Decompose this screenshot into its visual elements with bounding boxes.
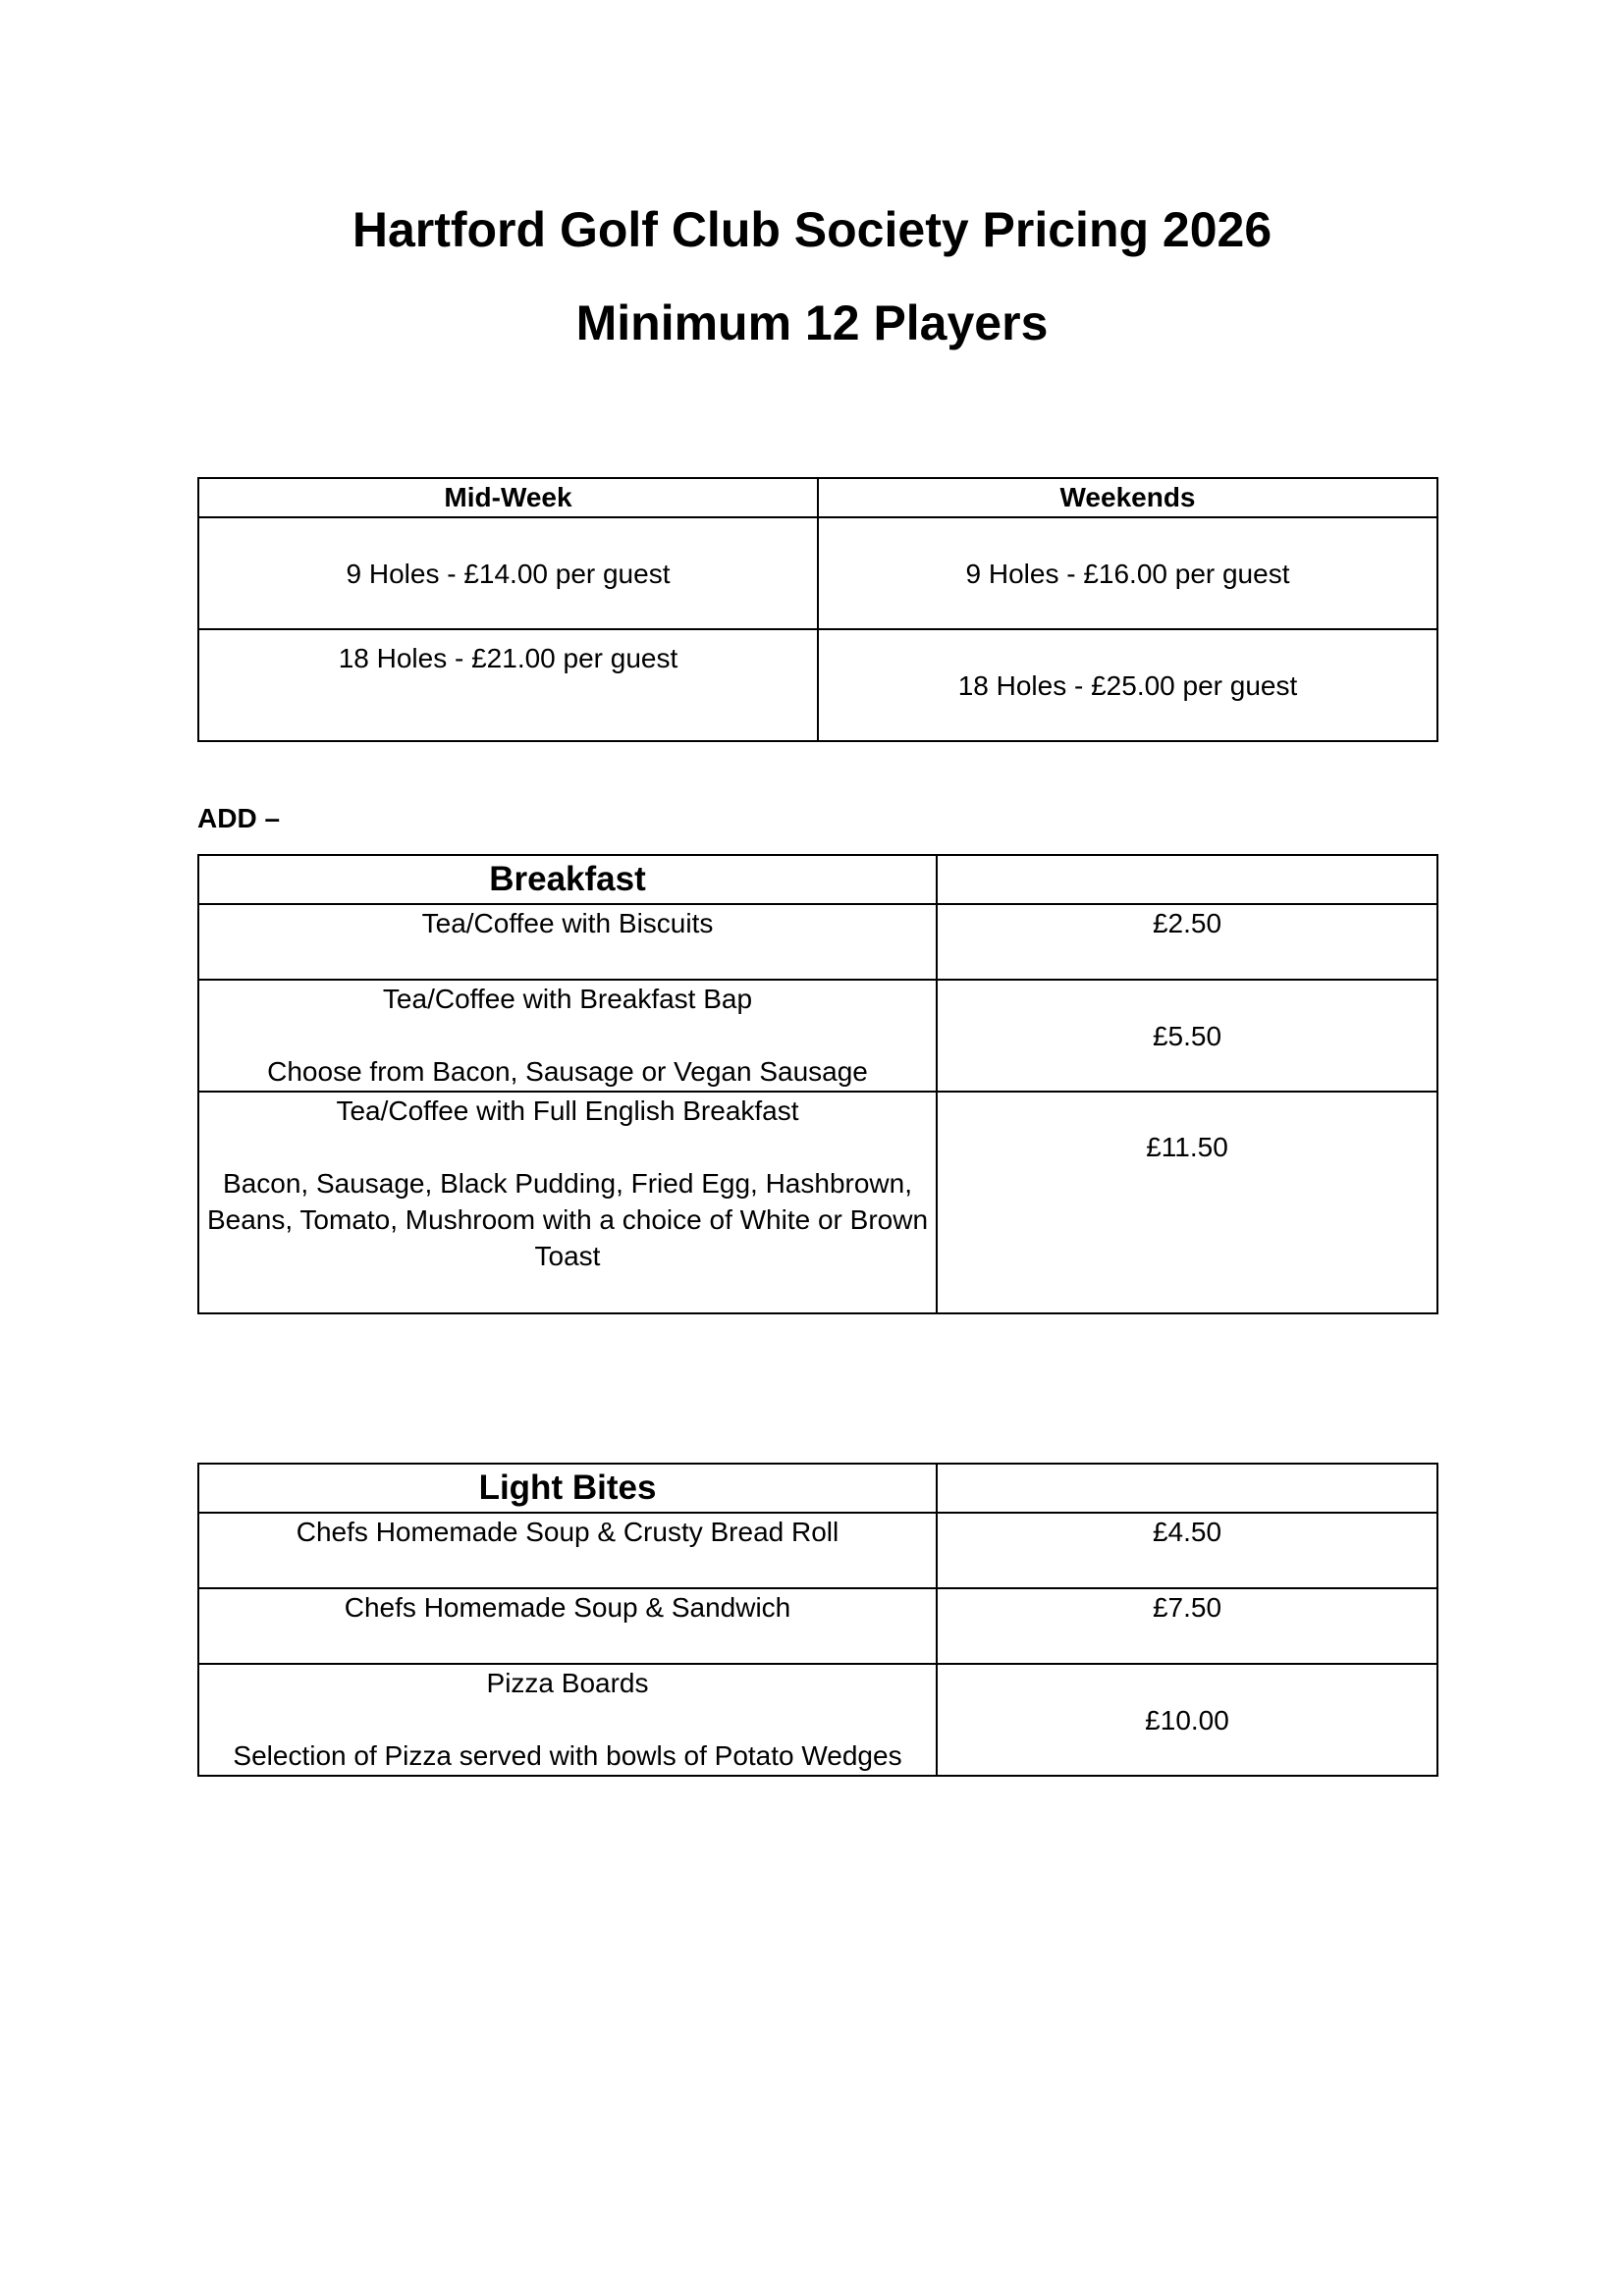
menu-item: Tea/Coffee with Breakfast Bap Choose from Bacon, Sausage or Vegan Sausage	[198, 980, 937, 1092]
table-row	[198, 904, 1437, 980]
add-label: ADD –	[197, 803, 281, 833]
breakfast-price-header	[937, 855, 1437, 904]
green-fees-table	[197, 477, 1438, 742]
column-header-weekends: Weekends	[818, 478, 1437, 517]
midweek-9-holes-price: 9 Holes - £14.00 per guest	[198, 517, 818, 629]
menu-price: £2.50	[937, 904, 1437, 980]
menu-item: Tea/Coffee with Biscuits	[198, 904, 937, 980]
breakfast-table	[197, 854, 1438, 1314]
light-bites-table	[197, 1463, 1438, 1777]
menu-price: £4.50	[937, 1513, 1437, 1588]
table-row	[198, 1092, 1437, 1313]
menu-item: Chefs Homemade Soup & Sandwich	[198, 1588, 937, 1664]
table-row	[198, 517, 1437, 629]
menu-item: Chefs Homemade Soup & Crusty Bread Roll	[198, 1513, 937, 1588]
menu-price: £5.50	[937, 980, 1437, 1092]
column-header-midweek: Mid-Week	[198, 478, 818, 517]
light-bites-price-header	[937, 1464, 1437, 1513]
page-title: Hartford Golf Club Society Pricing 2026	[352, 202, 1272, 257]
midweek-18-holes-price: 18 Holes - £21.00 per guest	[198, 629, 818, 741]
weekend-9-holes-price: 9 Holes - £16.00 per guest	[818, 517, 1437, 629]
menu-item: Tea/Coffee with Full English Breakfast Bacon, Sausage, Black Pudding, Fried Egg, Hashbrown, Beans, Tomato, Mushroom with a choice of White or Brown Toast	[198, 1092, 937, 1313]
table-row	[198, 1664, 1437, 1776]
light-bites-heading: Light Bites	[198, 1464, 937, 1513]
menu-price: £11.50	[937, 1092, 1437, 1313]
weekend-18-holes-price: 18 Holes - £25.00 per guest	[818, 629, 1437, 741]
table-row	[198, 1513, 1437, 1588]
menu-price: £7.50	[937, 1588, 1437, 1664]
page-subtitle: Minimum 12 Players	[575, 295, 1049, 350]
table-row	[198, 1588, 1437, 1664]
table-row	[198, 629, 1437, 741]
table-row	[198, 980, 1437, 1092]
breakfast-heading: Breakfast	[198, 855, 937, 904]
menu-price: £10.00	[937, 1664, 1437, 1776]
menu-item: Pizza Boards Selection of Pizza served with bowls of Potato Wedges	[198, 1664, 937, 1776]
